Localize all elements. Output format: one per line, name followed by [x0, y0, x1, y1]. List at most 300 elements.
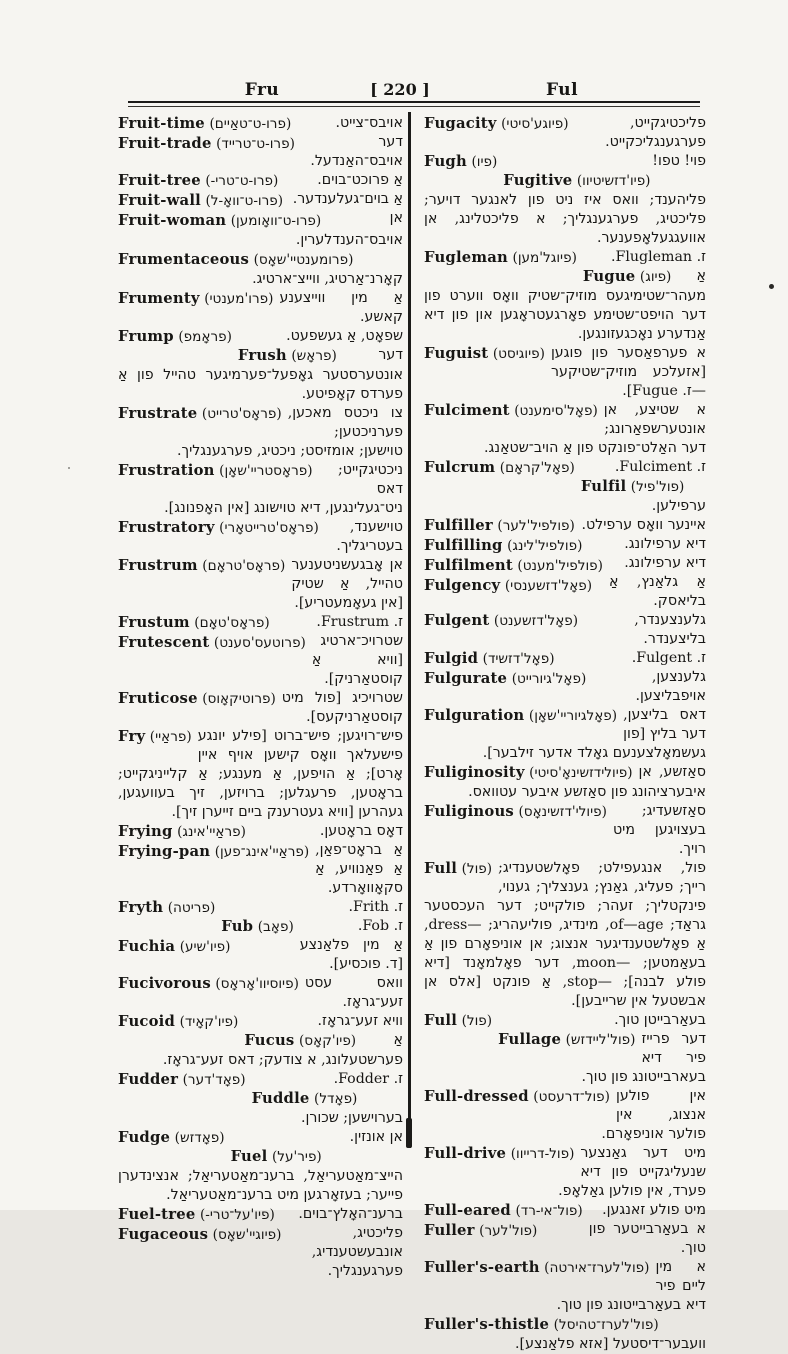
- headword-group: [424, 401, 604, 421]
- headword: Fugacity: [424, 115, 497, 132]
- definition: סאַזשעדיג; בעצויגען מיט רויך.: [612, 803, 706, 857]
- definition: אַ פערשטעלונג, א צודעק; דאס זעע־גראָז.: [162, 1032, 403, 1068]
- dictionary-entry: [118, 727, 403, 822]
- headword-group: [424, 1087, 616, 1107]
- headword-group: [424, 649, 561, 669]
- pronunciation: (פיו'קאָס): [298, 1033, 357, 1049]
- dictionary-entry: [118, 461, 403, 518]
- dictionary-entry: [118, 114, 403, 133]
- pronunciation: (פאָדזש): [174, 1130, 225, 1146]
- headword-group: [424, 576, 598, 596]
- headword-group: [118, 822, 252, 842]
- headword: Fucus: [244, 1032, 295, 1049]
- headword-group: [118, 134, 301, 154]
- headword: Fruit-wall: [118, 192, 201, 209]
- dictionary-entry: [118, 250, 403, 289]
- headword-group: [118, 633, 312, 653]
- pronunciation: (פיולי'דזשינאָס): [518, 804, 607, 820]
- pronunciation: (פרו'מענטי): [204, 291, 274, 307]
- pronunciation: (פרומענטיי'שאָס): [253, 252, 354, 268]
- definition: מיט פולע זאנגען.: [602, 1202, 706, 1218]
- headword-group: [252, 1089, 364, 1109]
- dictionary-entry: [118, 1147, 403, 1205]
- dictionary-entry: [424, 611, 706, 649]
- pronunciation: (פול'לער): [479, 1223, 538, 1239]
- dictionary-entry: [118, 556, 403, 613]
- headword-group: [498, 1030, 641, 1050]
- pronunciation: (פיוסיוו'אָראָס): [215, 976, 299, 992]
- pronunciation: (פאָל'דזשיד): [482, 651, 555, 667]
- definition: אַ גלאַנץ, אַ בליאסק.: [608, 574, 706, 609]
- dictionary-entry: [118, 327, 403, 346]
- dictionary-entry: [424, 1030, 706, 1087]
- dictionary-entry: [118, 1089, 403, 1128]
- headword: Fuel-tree: [118, 1206, 196, 1223]
- headword: Fulciment: [424, 402, 510, 419]
- headword-group: [503, 171, 656, 191]
- headword-group: [118, 1128, 231, 1148]
- headword: Fuliginosity: [424, 764, 525, 781]
- headword-group: [424, 611, 584, 631]
- pronunciation: (פיוגל'מען): [512, 250, 577, 266]
- pronunciation: (פיוג): [639, 269, 672, 285]
- dictionary-entry: [118, 190, 403, 209]
- pronunciation: (פראָס'טרייט): [201, 406, 282, 422]
- definition: א שטיצע, אן אונטערשפאַרונג; דער האַלט־פונקט פון אַ הויב־שטאַנג.: [484, 402, 706, 456]
- definition: גלענצענדר, בליצענדר.: [634, 612, 706, 647]
- definition: מיט דער גאַנצער שנעליגקייט פון דיא פערד, אין פולען גאַלאָפ.: [558, 1145, 706, 1199]
- definition: דאס בליצען, דער בליץ [פון געשמאָלצענעם גאָלד אדער זילבער].: [482, 707, 706, 761]
- headword-group: [424, 458, 581, 478]
- headword-group: [118, 556, 291, 576]
- definition: דער אונטערסטער גאָפעל־פערמיגער טהייל פון אַ פערדס קאָפיטע.: [118, 347, 403, 402]
- headword-group: [118, 171, 284, 191]
- pronunciation: (פיו'על־טרי-): [199, 1207, 275, 1223]
- right-column: [424, 114, 706, 1354]
- definition: אַ מין ווייצענע קאשע.: [279, 290, 403, 325]
- dictionary-entry: [118, 171, 403, 190]
- dictionary-entry: [118, 1031, 403, 1070]
- definition: פוי! טפו!: [652, 153, 706, 169]
- headword: Frutescent: [118, 634, 210, 651]
- headword-group: [118, 211, 327, 231]
- definition: ז. Fob.: [357, 918, 403, 934]
- headword-group: [231, 1147, 328, 1167]
- headword: Fugaceous: [118, 1226, 209, 1243]
- headword-group: [424, 536, 588, 556]
- headword-group: [424, 859, 498, 879]
- definition: דיא ערפילונג.: [624, 536, 706, 552]
- headword: Fuller: [424, 1222, 475, 1239]
- headword-group: [238, 346, 343, 366]
- definition: אן אויבס־הענדלערין.: [295, 210, 403, 248]
- dictionary-entry: [424, 171, 706, 248]
- dictionary-entry: [424, 516, 706, 535]
- headword: Fulfilment: [424, 557, 513, 574]
- definition: בערוישען; שכורן.: [300, 1110, 403, 1126]
- definition: אן אונזין.: [349, 1129, 403, 1145]
- headword-group: [424, 1144, 580, 1164]
- definition: פיש־רויגען; פיש־ברוט [פילע יונגע פישעלאך וואָס קישען אויף איין אָרט]; אַ הויפען, אַ מענגע; אַ קלייניגקייט; בראָטען, פרעגלען; ברויזען, זיך בעוועגען, געהרען [וויא געטרענק ביים זייערן זיך].: [118, 728, 403, 820]
- headword-group: [244, 1031, 362, 1051]
- headword: Fuller's-thistle: [424, 1316, 550, 1333]
- dictionary-entry: [118, 209, 403, 250]
- headword: Fulgurate: [424, 670, 508, 687]
- pronunciation: (פראָס'טרייטאָרי): [219, 520, 319, 536]
- pronunciation: (פאָל'קראָם): [499, 460, 575, 476]
- dictionary-entry: [118, 917, 403, 936]
- definition: טוישענד, בעטריגליך.: [336, 519, 403, 554]
- pronunciation: (פרו-ט־טאַיים): [209, 116, 292, 132]
- dictionary-entry: [118, 1128, 403, 1147]
- headword-group: [221, 917, 300, 937]
- pronunciation: (פראָש): [291, 348, 337, 364]
- headword-group: [118, 689, 282, 709]
- pronunciation: (פולפיל'לער): [497, 518, 575, 534]
- definition: ז. Fodder.: [333, 1071, 403, 1087]
- pronunciation: (פאָדל): [314, 1091, 358, 1107]
- dictionary-entry: [424, 535, 706, 554]
- dictionary-entry: [118, 1205, 403, 1224]
- headword: Full: [424, 860, 458, 877]
- headword: Fudge: [118, 1129, 171, 1146]
- headword: Fucoid: [118, 1013, 176, 1030]
- headword-group: [424, 1315, 665, 1335]
- pronunciation: (פאָל'דזשענסי): [504, 578, 593, 594]
- definition: דאָס בראָטען.: [319, 823, 403, 839]
- headword: Fulguration: [424, 707, 525, 724]
- guide-word-left: Fru: [244, 80, 280, 100]
- headword-group: [583, 267, 678, 287]
- definition: אויבס־צייט.: [335, 115, 403, 131]
- headword: Fruit-time: [118, 115, 205, 132]
- headword: Full: [424, 1012, 458, 1029]
- definition: א בעאַרבייטער פון טוך.: [588, 1221, 706, 1256]
- definition: שטרויכ־ארטיג [וויא אַ קוסטאַרניק].: [311, 633, 403, 687]
- dictionary-entry: [118, 613, 403, 632]
- headword: Fryth: [118, 899, 164, 916]
- headword: Frumenty: [118, 290, 200, 307]
- headword: Fuel: [230, 1148, 268, 1165]
- headword: Fulgency: [424, 577, 501, 594]
- scan-speck: [769, 284, 774, 289]
- headword: Fugleman: [424, 249, 508, 266]
- headword: Fugitive: [503, 172, 573, 189]
- definition: בעאַרבייטן טוך.: [614, 1012, 706, 1028]
- pronunciation: (פרו-ט־וואָ-ל): [205, 193, 284, 209]
- definition: דער פרייז פיר דיא בעארבייטונג פון טוך.: [581, 1031, 706, 1085]
- pronunciation: (פיוגע'סיטי): [501, 116, 569, 132]
- guide-word-right: Ful: [545, 80, 579, 100]
- headword: Fruit-trade: [118, 135, 212, 152]
- headword: Fry: [118, 728, 146, 745]
- dictionary-entry: [118, 974, 403, 1012]
- dictionary-entry: [118, 841, 403, 898]
- pronunciation: (פולפיל'מענט): [517, 558, 603, 574]
- headword: Fulfiller: [424, 517, 493, 534]
- pronunciation: (פול'לערז־טהיסל): [553, 1317, 659, 1333]
- pronunciation: (פול־אי-רד): [515, 1203, 583, 1219]
- dictionary-entry: [118, 404, 403, 461]
- dictionary-entry: [424, 114, 706, 152]
- headword-group: [424, 344, 551, 364]
- headword: Fuliginous: [424, 803, 514, 820]
- headword: Fruit-woman: [118, 212, 227, 229]
- headword-group: [118, 1205, 281, 1225]
- dictionary-entry: [118, 632, 403, 689]
- headword: Fulgid: [424, 650, 479, 667]
- headword: Full-drive: [424, 1145, 507, 1162]
- pronunciation: (פול'לערז־אירטה): [544, 1260, 650, 1276]
- definition: אין פולען אנצוג, אין פולער אוניפאָרם.: [601, 1088, 706, 1142]
- dictionary-entry: [118, 518, 403, 556]
- page-content: [118, 114, 706, 1354]
- headword: Fudder: [118, 1071, 179, 1088]
- headword: Frustrate: [118, 405, 198, 422]
- dictionary-entry: [424, 1220, 706, 1258]
- dictionary-entry: [424, 649, 706, 668]
- dictionary-entry: [424, 248, 706, 267]
- headword-group: [118, 327, 238, 347]
- dictionary-entry: [118, 1070, 403, 1089]
- pronunciation: (פרוטיקאָוס): [202, 691, 276, 707]
- pronunciation: (פראָסטריי'שאָן): [219, 463, 313, 479]
- headword-group: [118, 974, 305, 994]
- pronunciation: (פול): [461, 861, 493, 877]
- definition: אַ בוים־געלענדער.: [292, 191, 403, 207]
- definition: אַ מין פלאַנצע [ד. פוכסיע].: [299, 937, 403, 972]
- dictionary-entry: [424, 344, 706, 401]
- definition: ז. Frith.: [348, 899, 403, 915]
- definition: דיא ערפילונג.: [624, 555, 706, 571]
- pronunciation: (פרו-ט־טרי-): [205, 173, 279, 189]
- definition: סאַזשע, אן איבערציהונג פון סאַזשע איבער עטוואס.: [468, 764, 706, 800]
- headword-group: [118, 250, 359, 270]
- dictionary-entry: [424, 706, 706, 763]
- pronunciation: (פרו-ט־וואָומען): [230, 213, 322, 229]
- headword: Frush: [237, 347, 287, 364]
- definition: אַ בראָט־פאַן, אַ פאַנוויע, אַ סקאָוואָרדע.: [315, 842, 403, 896]
- headword-group: [424, 1011, 498, 1031]
- headword-group: [424, 763, 639, 783]
- definition: איינער וואָס ערפילט.: [581, 517, 706, 533]
- dictionary-entry: [118, 346, 403, 404]
- definition: אַ מעהר־שטימיגעס מוזיק־שטיק וואָס ווערט פון דער הויפט־שטימע פאָרגעטראָגען און פון דיא אַנדערע נאָכגעזונגען.: [424, 268, 706, 342]
- definition: אן אָבגעשניטענער טהייל, אַ שטיק [אין געאָמעטריע].: [291, 557, 403, 611]
- pronunciation: (פול-דרייוו): [510, 1146, 575, 1162]
- headword-group: [424, 152, 503, 172]
- headword-group: [118, 518, 325, 538]
- headword-group: [118, 289, 279, 309]
- definition: פול, אנגעפילט; פאָלשטענדיג; רייך; פעליג, גאַנץ; גענצליך; גענוי, פינקטליך; זעהר; פולקייט; דער העכסטער גראַד; of—age, מינדיג, פוליעהריג; —dress, אַ פאָלשטענדיגער אנצוג; אן אוניפאָרם פון אַ בעאַמטען; —moon, דער פאָלמאָנד [דיא פולע לבנה]; —stop, אַ פונקט [אלס אן אבשטעל אין שרייבען].: [424, 860, 706, 1009]
- definition: ברענ־האָלץ־בוים.: [298, 1206, 403, 1222]
- headword-group: [118, 1012, 244, 1032]
- headword: Fullage: [498, 1031, 562, 1048]
- headword-group: [118, 898, 221, 918]
- dictionary-entry: [424, 1258, 706, 1315]
- definition: וויא זעע־גראָז.: [317, 1013, 403, 1029]
- headword-group: [424, 114, 575, 134]
- headword: Full-dressed: [424, 1088, 529, 1105]
- headword-group: [118, 727, 198, 747]
- pronunciation: (פיו'קאָיד): [179, 1014, 239, 1030]
- pronunciation: (פראַיי): [149, 729, 192, 745]
- definition: ז. Flugleman.: [610, 249, 706, 265]
- definition: א פערפאַסער פון פוגען [אזעלכע מוזיק־שטיקער—ז. Fugue].: [550, 345, 706, 399]
- headword: Fuller's-earth: [424, 1259, 540, 1276]
- headword: Fugue: [582, 268, 636, 285]
- dictionary-entry: [118, 1224, 403, 1281]
- definition: א מין ליים פיר דיא בעאַרבייטונג פון טוך.: [556, 1259, 706, 1313]
- dictionary-entry: [424, 1011, 706, 1030]
- headword-group: [118, 114, 297, 134]
- pronunciation: (פיוגיי'שאָס): [212, 1227, 282, 1243]
- headword: Fulgent: [424, 612, 490, 629]
- dictionary-entry: [424, 1315, 706, 1354]
- dictionary-entry: [424, 477, 706, 516]
- pronunciation: (פאָל'גיורייט): [511, 671, 587, 687]
- pronunciation: (פרוטעס'סענט): [213, 635, 306, 651]
- pronunciation: (פראָס'טאָם): [194, 615, 270, 631]
- definition: ערפילען.: [651, 498, 706, 514]
- definition: ניכטיגקייט; דאס ניט־געלינגען, דיא טוישונג [אין האָפנונג].: [164, 462, 403, 516]
- dictionary-entry: [118, 898, 403, 917]
- pronunciation: (פיר'על): [271, 1149, 322, 1165]
- pronunciation: (פיוגיסט): [492, 346, 545, 362]
- definition: ז. Fulgent.: [631, 650, 706, 666]
- pronunciation: (פראַיי'אינג): [177, 824, 246, 840]
- dictionary-entry: [424, 573, 706, 611]
- pronunciation: (פראָמפ): [178, 329, 232, 345]
- headword: Frying: [118, 823, 173, 840]
- pronunciation: (פאָב): [257, 919, 294, 935]
- headword-group: [424, 248, 583, 268]
- pronunciation: (פול): [461, 1013, 493, 1029]
- dictionary-entry: [424, 1201, 706, 1220]
- headword: Frustrum: [118, 557, 198, 574]
- headword: Fuguist: [424, 345, 489, 362]
- dictionary-entry: [424, 668, 706, 706]
- pronunciation: (פאָד'דער): [182, 1072, 246, 1088]
- headword-group: [118, 937, 236, 957]
- definition: פליהענד; וואס איז ניט פון לאנגער דויער; פליכטיג, פערגענגליך; א פליכטלינג, אן אוועגגעלאָפענער.: [424, 192, 706, 246]
- dictionary-entry: [424, 763, 706, 802]
- headword: Fruit-tree: [118, 172, 201, 189]
- dictionary-entry: [424, 554, 706, 573]
- definition: פליכטיגקייט, פערגענגליכקייט.: [605, 115, 706, 150]
- headword: Fub: [221, 918, 254, 935]
- headword-group: [118, 461, 319, 481]
- definition: שפאָט, אַ געשפעט.: [286, 328, 403, 344]
- definition: קאָרנ־אַרטיג, ווייצ־ארטיג.: [252, 271, 403, 287]
- dictionary-entry: [424, 267, 706, 344]
- headword: Fulfilling: [424, 537, 503, 554]
- headword: Frustum: [118, 614, 190, 631]
- headword: Frump: [118, 328, 174, 345]
- headword-group: [424, 516, 581, 536]
- pronunciation: (פולפיל'לינג): [507, 538, 583, 554]
- headword: Frustration: [118, 462, 215, 479]
- pronunciation: (פאָל'סימענט): [514, 403, 598, 419]
- dictionary-entry: [118, 689, 403, 727]
- scan-speck: [68, 467, 70, 469]
- dictionary-entry: [118, 1012, 403, 1031]
- definition: ז. Fulciment.: [614, 459, 706, 475]
- headword-group: [118, 404, 288, 424]
- pronunciation: (פראַיי'אינג־פען): [214, 844, 310, 860]
- dictionary-entry: [424, 458, 706, 477]
- headword: Fugh: [424, 153, 467, 170]
- pronunciation: (פיו): [471, 154, 498, 170]
- definition: דער אויבס־האַנדעל.: [310, 134, 403, 169]
- headword-group: [424, 802, 613, 822]
- headword-group: [424, 706, 623, 726]
- definition: הייצ־מאַטעריאַל, ברענ־מאַטעריאַל; אנצינדערן פייער; בעזאָרגען מיט ברענ־מאַטעריאַל.: [118, 1168, 403, 1203]
- pronunciation: (פרו-ט־טרייד): [216, 136, 295, 152]
- dictionary-entry: [424, 152, 706, 171]
- pronunciation: (פראָס'טראָם): [202, 558, 286, 574]
- headword: Fucivorous: [118, 975, 211, 992]
- definition: גלענצען, אויפבליצען.: [635, 669, 706, 704]
- headword-group: [581, 477, 690, 497]
- headword: Frustratory: [118, 519, 215, 536]
- definition: אַ פרוכט־בוים.: [317, 172, 403, 188]
- dictionary-entry: [118, 133, 403, 171]
- headword: Fruticose: [118, 690, 198, 707]
- headword-group: [118, 191, 289, 211]
- definition: ז. Frustrum.: [316, 614, 403, 630]
- dictionary-entry: [424, 802, 706, 859]
- definition: צו ניכטס מאכען, פערניכטען; טוישען; אומזיסט; ניכטיג, פערגענגליך.: [176, 405, 403, 459]
- headword: Full-eared: [424, 1202, 511, 1219]
- dictionary-entry: [424, 401, 706, 458]
- headword-group: [424, 1258, 655, 1278]
- dictionary-entry: [118, 822, 403, 841]
- headword: Fulcrum: [424, 459, 496, 476]
- headword-group: [118, 1070, 252, 1090]
- definition: שטרויכיג [פול מיט קוסטאַרניקעס].: [281, 690, 403, 725]
- dictionary-entry: [118, 936, 403, 974]
- headword: Frying-pan: [118, 843, 211, 860]
- headword: Fuchia: [118, 938, 176, 955]
- definition: וואס עסט זעע־גראָז.: [304, 975, 403, 1010]
- pronunciation: (פול־דרעסט): [533, 1089, 610, 1105]
- pronunciation: (פיו'שיע): [179, 939, 231, 955]
- pronunciation: (פיולידזשינאָ'סיטי): [529, 765, 633, 781]
- pronunciation: (פאָלגיוריי'שאָן): [528, 708, 618, 724]
- dictionary-entry: [424, 1144, 706, 1201]
- headword-group: [424, 556, 609, 576]
- definition: וועבער־דיסטעל [אזא פלאַנצע].: [515, 1336, 706, 1352]
- pronunciation: (פיו'דזשיטיוו): [576, 173, 651, 189]
- pronunciation: (פאָל'דזשענט): [493, 613, 579, 629]
- headword: Fulfil: [580, 478, 627, 495]
- left-column: [118, 114, 403, 1354]
- headword-group: [118, 842, 315, 862]
- headword-group: [424, 669, 592, 689]
- dictionary-entry: [424, 1087, 706, 1144]
- dictionary-entry: [118, 289, 403, 327]
- definition: פליכטיג, אונבעשטענדיג, פערגענגליך.: [311, 1225, 403, 1279]
- dictionary-entry: [424, 859, 706, 1011]
- header-rule: [128, 101, 700, 107]
- pronunciation: (פול'פיל): [630, 479, 685, 495]
- headword-group: [424, 1221, 543, 1241]
- headword: Fuddle: [251, 1090, 310, 1107]
- pronunciation: (פריטה): [167, 900, 216, 916]
- pronunciation: (פול'ליידזש): [565, 1032, 636, 1048]
- headword-group: [118, 613, 276, 633]
